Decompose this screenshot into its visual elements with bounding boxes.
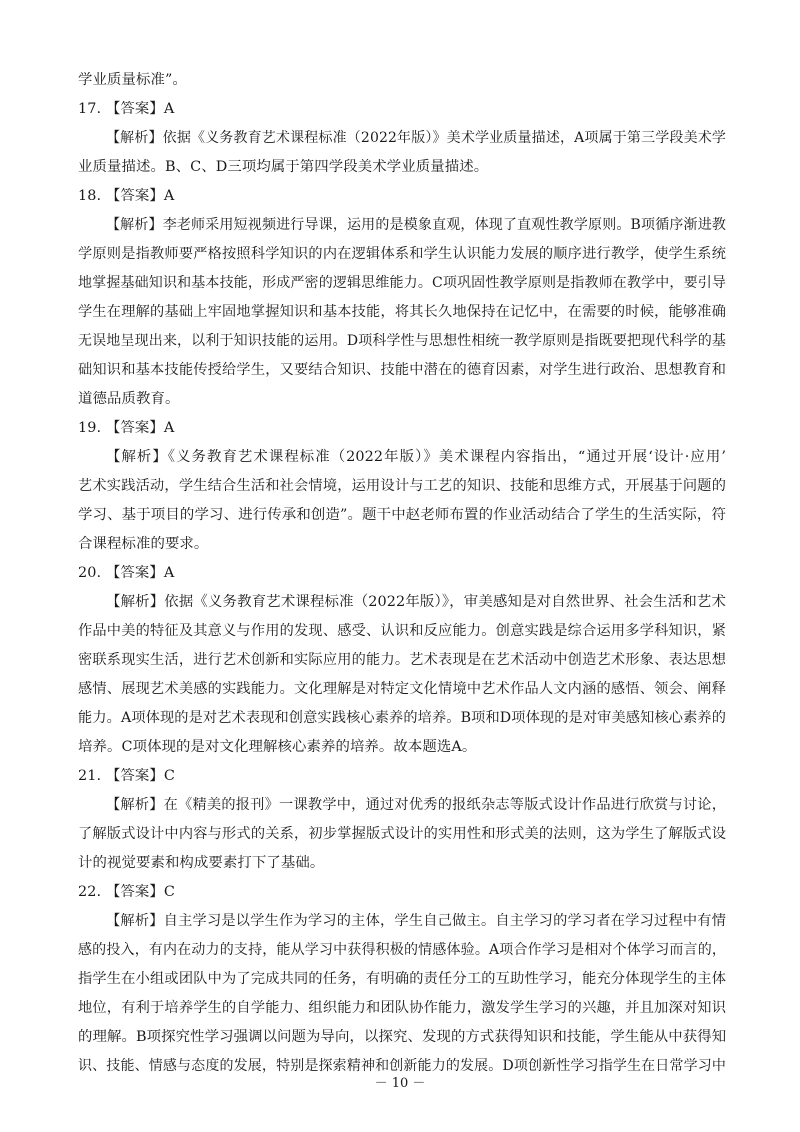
answer-line-22: 22. 【答案】C (78, 884, 175, 900)
analysis-18-line: 道德品质教育。 (78, 391, 180, 407)
analysis-19-line: 合课程标准的要求。 (78, 536, 209, 552)
text-line: 学业质量标准”。 (78, 72, 187, 88)
analysis-19-line: 【解析】《义务教育艺术课程标准（2022年版）》美术课程内容指出，“通过开展‘设计·应用’ (106, 449, 726, 465)
page-number: － 10 － (374, 1076, 426, 1091)
analysis-18-line: 学生在理解的基础上牢固地掌握知识和基本技能，将其长久地保持在记忆中，在需要的时候，能够准确 (78, 304, 726, 320)
answer-line-20: 20. 【答案】A (78, 565, 175, 581)
answer-line-18: 18. 【答案】A (78, 188, 175, 204)
analysis-22-line: 地位，有利于培养学生的自学能力、组织能力和团队协作能力，激发学生学习的兴趣，并且加深对知识 (78, 1000, 726, 1016)
analysis-21-line: 计的视觉要素和构成要素打下了基础。 (78, 855, 325, 871)
analysis-19-line: 艺术实践活动，学生结合生活和社会情境，运用设计与工艺的知识、技能和思维方式，开展基于问题的 (78, 478, 726, 494)
answer-line-21: 21. 【答案】C (78, 768, 175, 784)
analysis-22-line: 【解析】自主学习是以学生作为学习的主体，学生自己做主。自主学习的学习者在学习过程中有情 (106, 913, 726, 929)
analysis-20-line: 感情、展现艺术美感的实践能力。文化理解是对特定文化情境中艺术作品人文内涵的感悟、领会、阐释 (78, 681, 726, 697)
analysis-20-line: 密联系现实生活，进行艺术创新和实际应用的能力。艺术表现是在艺术活动中创造艺术形象、表达思想 (78, 652, 726, 668)
analysis-18-line: 学原则是指教师要严格按照科学知识的内在逻辑体系和学生认识能力发展的顺序进行教学，使学生系统 (78, 246, 726, 262)
analysis-17-line: 业质量描述。B、C、D三项均属于第四学段美术学业质量描述。 (78, 159, 489, 175)
analysis-22-line: 感的投入，有内在动力的支持，能从学习中获得积极的情感体验。A项合作学习是相对个体学习而言的， (78, 942, 726, 958)
analysis-22-line: 指学生在小组或团队中为了完成共同的任务，有明确的责任分工的互助性学习，能充分体现学生的主体 (78, 971, 726, 987)
analysis-21-line: 【解析】在《精美的报刊》一课教学中，通过对优秀的报纸杂志等版式设计作品进行欣赏与讨论， (106, 797, 726, 813)
analysis-18-line: 【解析】李老师采用短视频进行导课，运用的是模象直观，体现了直观性教学原则。B项循序渐进教 (106, 217, 726, 233)
analysis-20-line: 【解析】依据《义务教育艺术课程标准（2022年版）》，审美感知是对自然世界、社会生活和艺术 (106, 594, 726, 610)
analysis-22-line: 识、技能、情感与态度的发展，特别是探索精神和创新能力的发展。D项创新性学习指学生在日常学习中 (78, 1058, 726, 1074)
analysis-19-line: 学习、基于项目的学习、进行传承和创造”。题干中赵老师布置的作业活动结合了学生的生活实际，符 (78, 507, 726, 523)
analysis-20-line: 作品中美的特征及其意义与作用的发现、感受、认识和反应能力。创意实践是综合运用多学科知识，紧 (78, 623, 726, 639)
analysis-20-line: 培养。C项体现的是对文化理解核心素养的培养。故本题选A。 (78, 739, 477, 755)
answer-line-19: 19. 【答案】A (78, 420, 175, 436)
answer-line-17: 17. 【答案】A (78, 101, 175, 117)
analysis-18-line: 无误地呈现出来，以利于知识技能的运用。D项科学性与思想性相统一教学原则是指既要把现代科学的基 (78, 333, 726, 349)
analysis-20-line: 能力。A项体现的是对艺术表现和创意实践核心素养的培养。B项和D项体现的是对审美感知核心素养的 (78, 710, 726, 726)
analysis-22-line: 的理解。B项探究性学习强调以问题为导向，以探究、发现的方式获得知识和技能，学生能从中获得知 (78, 1029, 727, 1045)
page-body (78, 66, 726, 1110)
analysis-17-line: 【解析】依据《义务教育艺术课程标准（2022年版）》美术学业质量描述，A项属于第三学段美术学 (106, 130, 726, 146)
analysis-21-line: 了解版式设计中内容与形式的关系，初步掌握版式设计的实用性和形式美的法则，这为学生了解版式设 (78, 826, 726, 842)
analysis-18-line: 础知识和基本技能传授给学生，又要结合知识、技能中潜在的德育因素，对学生进行政治、思想教育和 (78, 362, 726, 378)
analysis-18-line: 地掌握基础知识和基本技能，形成严密的逻辑思维能力。C项巩固性教学原则是指教师在教学中，要引导 (78, 275, 726, 291)
